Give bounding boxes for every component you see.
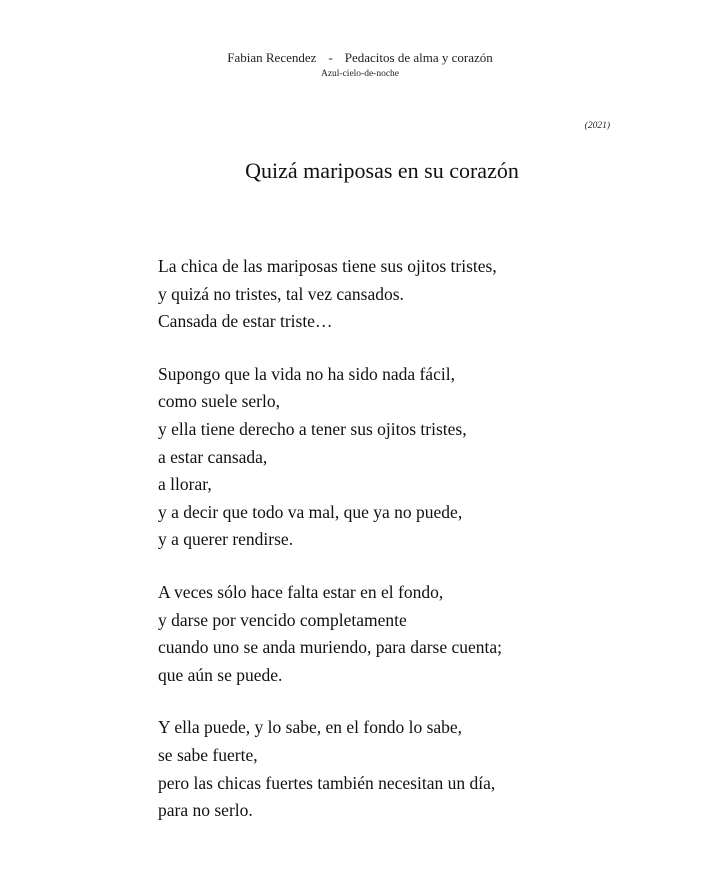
poem-line: Supongo que la vida no ha sido nada fácil,	[158, 363, 455, 384]
poem-line: para no serlo.	[158, 800, 253, 821]
poem-body	[158, 253, 678, 850]
poem-line: y quizá no tristes, tal vez cansados.	[158, 283, 404, 304]
poem-line: como suele serlo,	[158, 391, 280, 412]
poem-stanza	[158, 579, 678, 689]
year-label: (2021)	[584, 121, 610, 131]
poem-line: Cansada de estar triste…	[158, 311, 333, 332]
poem-line: se sabe fuerte,	[158, 744, 258, 765]
poem-line: que aún se puede.	[158, 664, 283, 685]
poem-line: La chica de las mariposas tiene sus ojitos tristes,	[158, 256, 497, 276]
page-header	[0, 50, 720, 80]
poem-line: cuando uno se anda muriendo, para darse cuenta;	[158, 637, 503, 658]
poem-title: Quizá mariposas en su corazón	[245, 158, 519, 183]
header-separator: -	[328, 50, 333, 65]
poem-stanza	[158, 714, 678, 824]
poem-line: a llorar,	[158, 474, 212, 495]
header-line	[0, 50, 720, 66]
poem-stanza	[158, 253, 678, 336]
poem-line: pero las chicas fuertes también necesitan un día,	[158, 772, 496, 793]
poem-line: y ella tiene derecho a tener sus ojitos tristes,	[158, 418, 467, 439]
poem-line: Y ella puede, y lo sabe, en el fondo lo sabe,	[158, 717, 463, 738]
author-pseudonym: Azul-cielo-de-noche	[320, 69, 400, 79]
poem-line: y darse por vencido completamente	[158, 609, 407, 630]
poem-line: a estar cansada,	[158, 446, 268, 467]
poem-line: y a decir que todo va mal, que ya no puede,	[158, 501, 463, 522]
poem-line: A veces sólo hace falta estar en el fondo,	[158, 581, 444, 602]
author-name: Fabian Recendez	[227, 50, 317, 65]
collection-title: Pedacitos de alma y corazón	[344, 50, 493, 65]
poem-stanza	[158, 361, 678, 554]
poem-line: y a querer rendirse.	[158, 529, 294, 550]
